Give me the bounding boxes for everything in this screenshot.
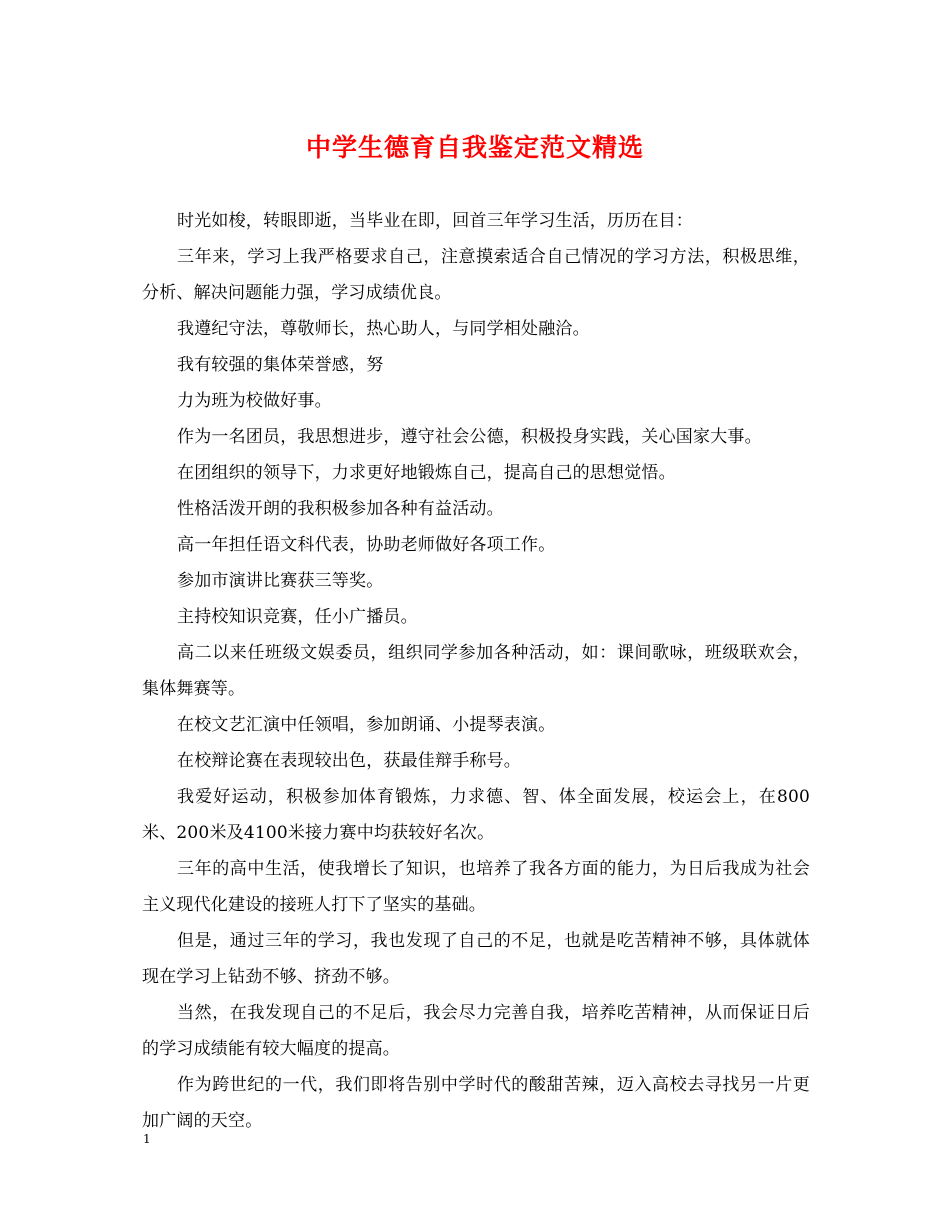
- paragraph: 主持校知识竞赛，任小广播员。: [177, 607, 418, 627]
- paragraph: 高二以来任班级文娱委员，组织同学参加各种活动，如：课间歌咏，班级联欢会，集体舞赛等。: [142, 643, 810, 699]
- paragraph: 力为班为校做好事。: [177, 391, 332, 411]
- page-number: 1: [143, 1132, 151, 1146]
- paragraph: 在校文艺汇演中任领唱，参加朗诵、小提琴表演。: [177, 715, 556, 735]
- paragraph: 参加市演讲比赛获三等奖。: [177, 571, 384, 591]
- paragraph: 我爱好运动，积极参加体育锻炼，力求德、智、体全面发展，校运会上，在800米、200米及4100米接力赛中均获较好名次。: [142, 787, 810, 843]
- paragraph: 我有较强的集体荣誉感，努: [177, 355, 384, 375]
- paragraph: 在校辩论赛在表现较出色，获最佳辩手称号。: [177, 751, 521, 771]
- paragraph: 三年的高中生活，使我增长了知识，也培养了我各方面的能力，为日后我成为社会主义现代化建设的接班人打下了坚实的基础。: [142, 859, 810, 915]
- paragraph: 性格活泼开朗的我积极参加各种有益活动。: [177, 499, 504, 519]
- document-body: [142, 203, 810, 1139]
- paragraph: 时光如梭，转眼即逝，当毕业在即，回首三年学习生活，历历在目：: [177, 211, 693, 231]
- paragraph: 作为一名团员，我思想进步，遵守社会公德，积极投身实践，关心国家大事。: [177, 427, 762, 447]
- document-title: 中学生德育自我鉴定范文精选: [305, 133, 644, 162]
- paragraph: 作为跨世纪的一代，我们即将告别中学时代的酸甜苦辣，迈入高校去寻找另一片更加广阔的天空。: [142, 1075, 810, 1131]
- paragraph: 三年来，学习上我严格要求自己，注意摸索适合自己情况的学习方法，积极思维，分析、解决问题能力强，学习成绩优良。: [142, 247, 810, 303]
- paragraph: 当然，在我发现自己的不足后，我会尽力完善自我，培养吃苦精神，从而保证日后的学习成绩能有较大幅度的提高。: [142, 1003, 810, 1059]
- paragraph: 但是，通过三年的学习，我也发现了自己的不足，也就是吃苦精神不够，具体就体现在学习上钻劲不够、挤劲不够。: [142, 931, 810, 987]
- paragraph: 高一年担任语文科代表，协助老师做好各项工作。: [177, 535, 556, 555]
- paragraph: 我遵纪守法，尊敬师长，热心助人，与同学相处融洽。: [177, 319, 590, 339]
- paragraph: 在团组织的领导下，力求更好地锻炼自己，提高自己的思想觉悟。: [177, 463, 676, 483]
